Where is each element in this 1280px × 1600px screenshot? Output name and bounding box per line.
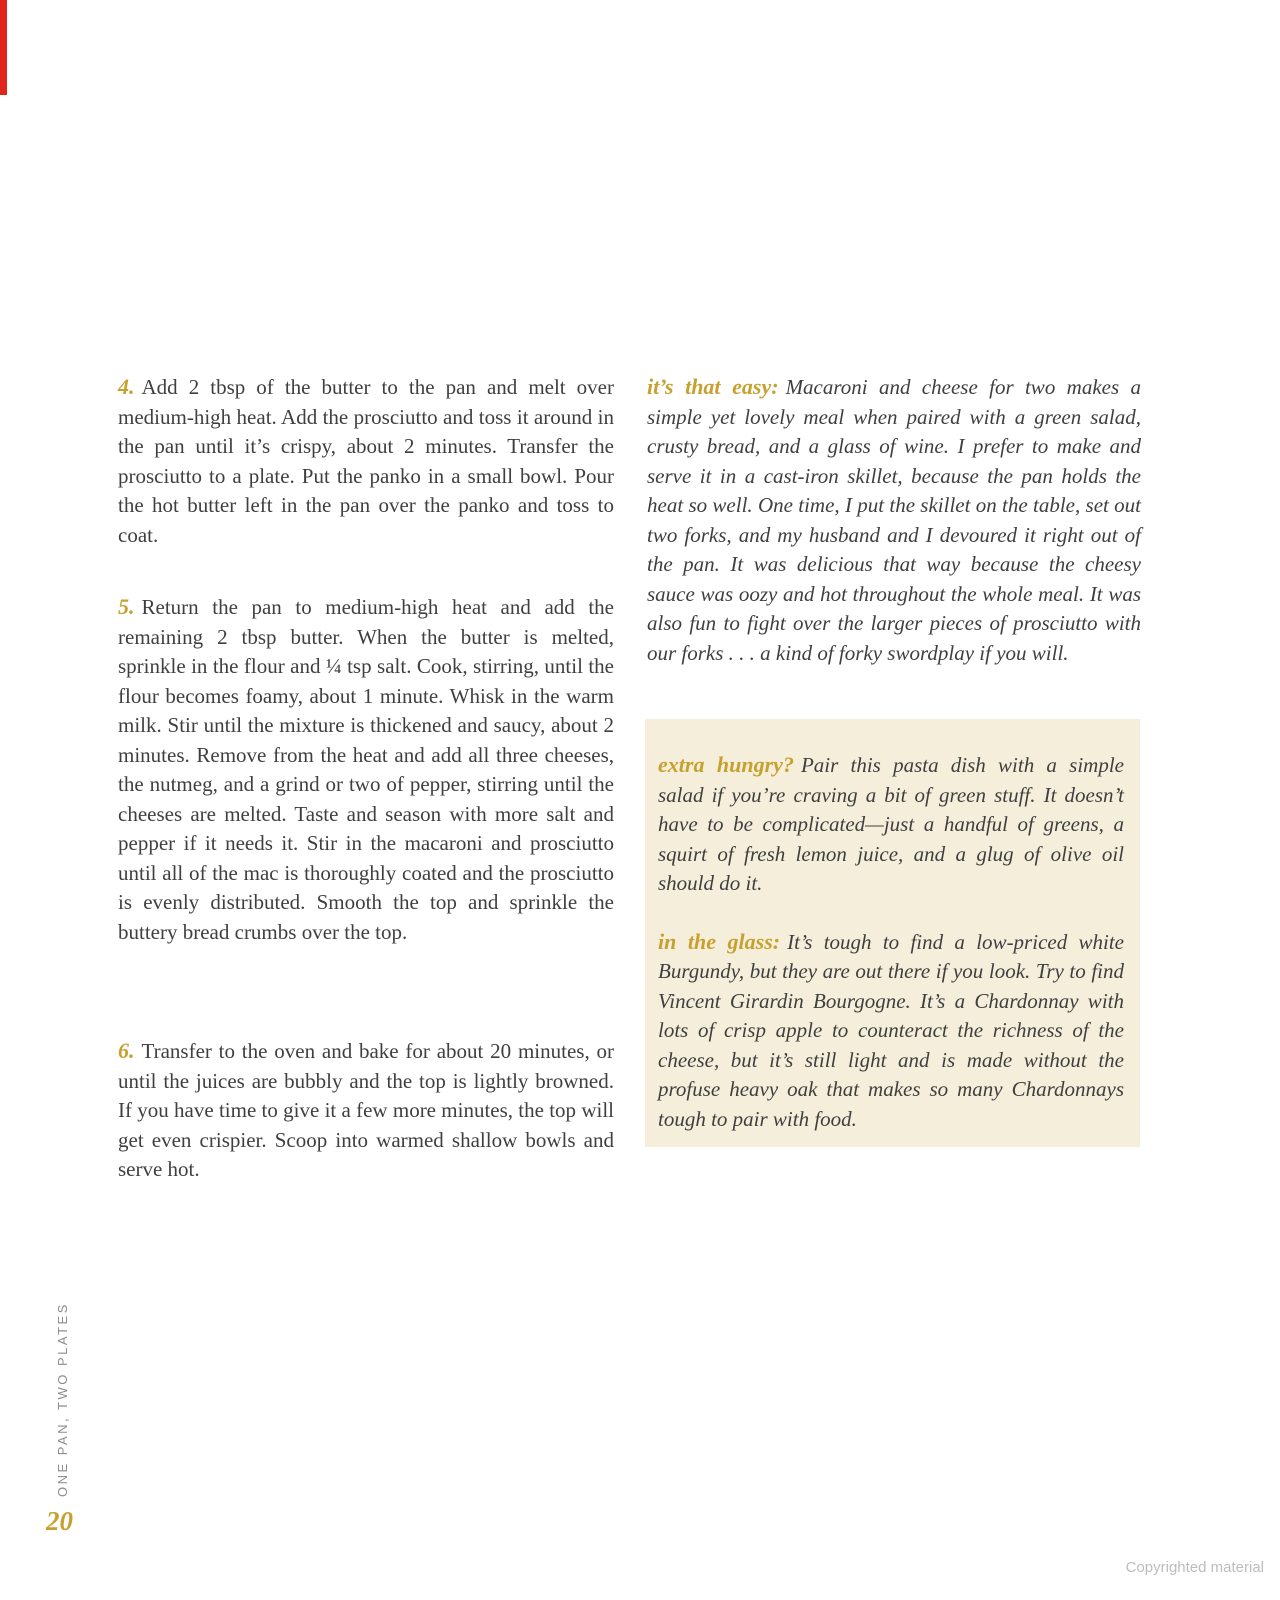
extra-hungry-note xyxy=(658,750,1124,899)
step-5-number: 5. xyxy=(118,594,135,619)
step-5-paragraph xyxy=(118,592,614,947)
its-that-easy-note xyxy=(647,372,1141,668)
step-4-number: 4. xyxy=(118,374,135,399)
step-6-number: 6. xyxy=(118,1038,135,1063)
page-number: 20 xyxy=(46,1506,73,1536)
copyright-notice: Copyrighted material xyxy=(1125,1559,1264,1576)
book-title-vertical: ONE PAN, TWO PLATES xyxy=(55,1302,70,1497)
extra-hungry-heading: extra hungry? xyxy=(658,752,794,777)
in-the-glass-heading: in the glass: xyxy=(658,928,781,954)
callout-box xyxy=(645,719,1140,1147)
red-accent-stripe xyxy=(0,0,7,95)
step-6-paragraph xyxy=(118,1036,614,1185)
step-6-text: Transfer to the oven and bake for about 20 minutes, or until the juices are bubbly and the top is lightly browned. If you have time to give it a few more minutes, the top will get even crispier. Scoop into warmed shallow bowls and serve hot. xyxy=(118,1039,614,1181)
its-that-easy-text: Macaroni and cheese for two makes a simple yet lovely meal when paired with a green salad, crusty bread, and a glass of wine. I prefer to make and serve it in a cast-iron skillet, because the pan holds the heat so well. One time, I put the skillet on the table, set out two forks, and my husband and I devoured it right out of the pan. It was delicious that way because the cheesy sauce was oozy and hot throughout the whole meal. It was also fun to fight over the larger pieces of prosciutto with our forks . . . a kind of forky swordplay if you will. xyxy=(647,375,1141,665)
in-the-glass-note xyxy=(658,927,1124,1135)
step-4-text: Add 2 tbsp of the butter to the pan and melt over medium-high heat. Add the prosciutto and toss it around in the pan until it’s crispy, about 2 minutes. Transfer the prosciutto to a plate. Put the panko in a small bowl. Pour the hot butter left in the pan over the panko and toss to coat. xyxy=(118,375,614,547)
step-4-paragraph xyxy=(118,372,614,550)
in-the-glass-text: It’s tough to find a low-priced white Burgundy, but they are out there if you look. Try to find Vincent Girardin Bourgogne. It’s a Chardonnay with lots of crisp apple to counteract the richness of the cheese, but it’s still light and is made without the profuse heavy oak that makes so many Chardonnays tough to pair with food. xyxy=(658,929,1124,1131)
step-5-text: Return the pan to medium-high heat and add the remaining 2 tbsp butter. When the butter is melted, sprinkle in the flour and ¼ tsp salt. Cook, stirring, until the flour becomes foamy, about 1 minute. Whisk in the warm milk. Stir until the mixture is thickened and saucy, about 2 minutes. Remove from the heat and add all three cheeses, the nutmeg, and a grind or two of pepper, stirring until the cheeses are melted. Taste and season with more salt and pepper if it needs it. Stir in the macaroni and prosciutto until all of the mac is thoroughly coated and the prosciutto is evenly distributed. Smooth the top and sprinkle the buttery bread crumbs over the top. xyxy=(118,595,614,944)
its-that-easy-heading: it’s that easy: xyxy=(647,374,779,399)
extra-hungry-text: Pair this pasta dish with a simple salad if you’re craving a bit of green stuff. It doesn’t have to be complicated—just a handful of greens, a squirt of fresh lemon juice, and a glug of olive oil should do it. xyxy=(658,753,1124,895)
